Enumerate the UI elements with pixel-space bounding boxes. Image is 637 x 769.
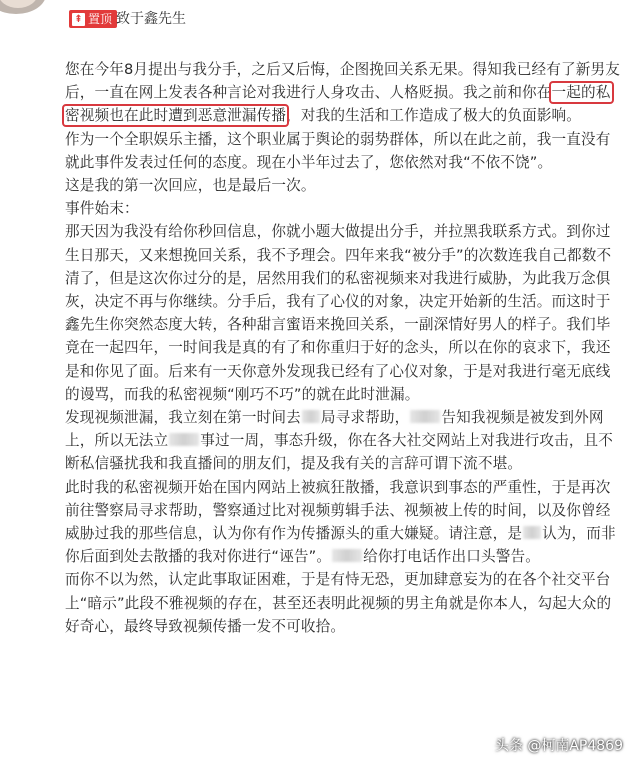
- paragraph-intro-text-a: 您在今年8月提出与我分手，之后又后悔，企图挽回关系无果。得知我已经有了新男友后，一直在网上发表各种言论对我进行人身攻击、人格贬损。我之前和你在: [65, 61, 620, 102]
- post-title[interactable]: 致于鑫先生: [116, 11, 186, 27]
- paragraph-leak-discovery: [65, 406, 621, 476]
- source-watermark: 头条 @柯南AP4869: [494, 738, 623, 754]
- leak-text-b: 局寻求帮助，: [320, 409, 410, 427]
- police-text-c: 给你打电话作出口头警告。: [363, 548, 541, 566]
- paragraph-escalation: 而你不以为然，认定此事取证困难，于是有恃无恐，更加肆意妄为的在各个社交平台上“暗示”此段不雅视频的存在，甚至还表明此视频的男主角就是你本人，勾起大众的好奇心，最终导致视频传播一发不可收拾。: [65, 571, 612, 635]
- police-text-b: 认为，而非你后面到处去散播的我对你进行“诬告”。: [65, 525, 616, 566]
- highlighted-sentence: 一起的私密视频也在此时遭到恶意泄漏传播: [65, 84, 611, 125]
- leak-text-c: 告知我视频是被发到外网上，所以无法立: [65, 409, 604, 450]
- pinned-badge: [69, 10, 117, 28]
- author-avatar[interactable]: [0, 0, 46, 14]
- redacted-mark: [410, 410, 440, 423]
- paragraph-events: 那天因为我没有给你秒回信息，你就小题大做提出分手，并拉黑我联系方式。到你过生日那天，又来想挽回关系，我不予理会。四年来我“被分手”的次数连我自己都数不清了，但是这次你过分的是，居然用我们的私密视频来对我进行威胁，为此我万念俱灰，决定不再与你继续。分手后，我有了心仪的对象，决定开始新的生活。而这时于鑫先生你突然态度大转，各种甜言蜜语来挽回关系，一副深情好男人的样子。我们毕竟在一起四年，一时间我是真的有了和你重归于好的念头，所以在你的哀求下，我还是和你见了面。后来有一天你意外发现我已经有了心仪对象，于是对我进行毫无底线的谩骂，而我的私密视频“刚巧不巧”的就在此时泄漏。: [65, 223, 612, 403]
- paragraph-first-response: 这是我的第一次回应，也是最后一次。: [65, 177, 316, 195]
- pinned-badge-label: 置顶: [88, 12, 113, 26]
- leak-text-a: 发现视频泄漏，我立刻在第一时间去: [65, 409, 301, 427]
- paragraph-intro: [65, 58, 621, 128]
- article-body: [65, 58, 621, 638]
- redacted-mark: [332, 549, 362, 562]
- pin-icon: ⇞: [72, 13, 85, 26]
- paragraph-background: 作为一个全职娱乐主播，这个职业属于舆论的弱势群体，所以在此之前，我一直没有就此事件发表过任何的态度。现在小半年过去了，您依然对我“不依不饶”。: [65, 130, 611, 171]
- redacted-mark: [302, 410, 320, 423]
- redacted-mark: [169, 433, 199, 446]
- police-text-a: 此时我的私密视频开始在国内网站上被疯狂散播，我意识到事态的严重性，于是再次前往警察局寻求帮助，警察通过比对视频剪辑手法、视频被上传的时间，以及你曾经威胁过我的那些信息，认为你有作为传播源头的重大嫌疑。请注意，是: [65, 478, 611, 543]
- article-header: [0, 0, 637, 38]
- paragraph-intro-text-b: ，对我的生活和工作造成了极大的负面影响。: [286, 107, 582, 125]
- paragraph-heading-events: 事件始末：: [65, 200, 139, 218]
- paragraph-police: [65, 476, 621, 569]
- leak-text-d: 事过一周，事态升级，你在各大社交网站上对我进行攻击，且不断私信骚扰我和我直播间的朋友们，提及我有关的言辞可谓下流不堪。: [65, 432, 614, 473]
- redacted-mark: [523, 526, 541, 539]
